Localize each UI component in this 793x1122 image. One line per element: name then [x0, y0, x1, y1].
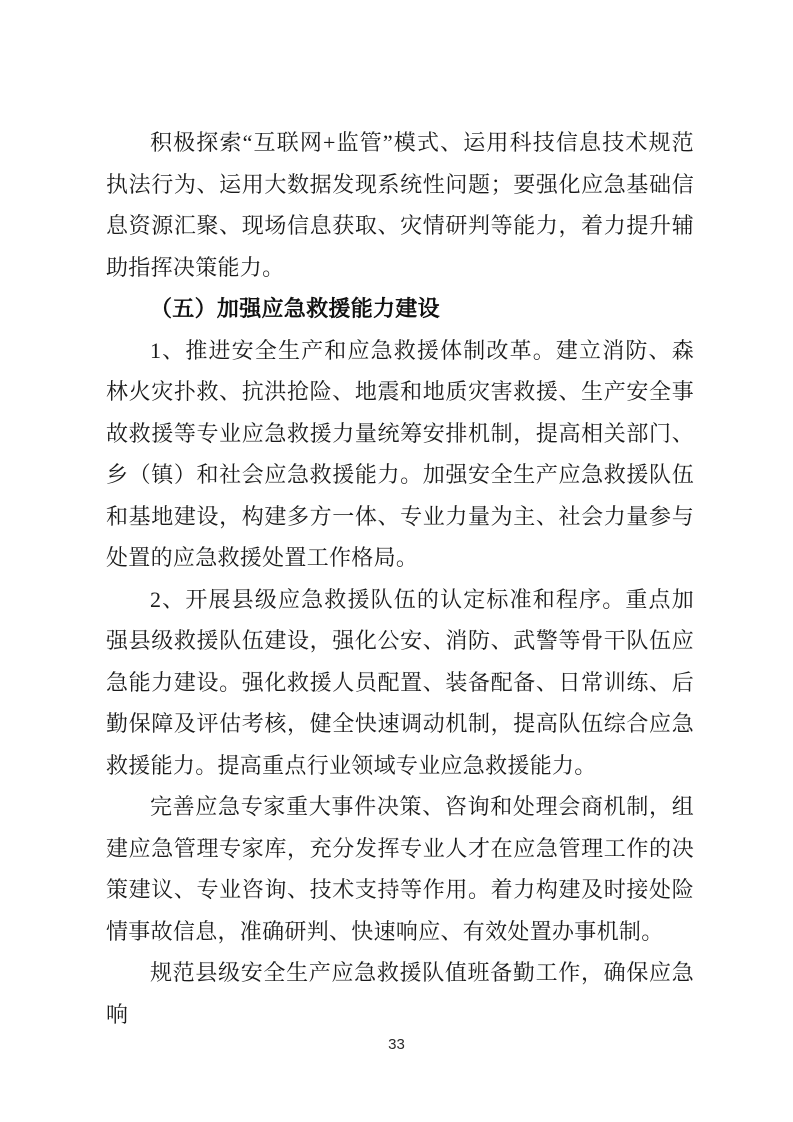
page-number: 33 [388, 1036, 405, 1053]
paragraph-expert-consultation: 完善应急专家重大事件决策、咨询和处理会商机制，组建应急管理专家库，充分发挥专业人才在应急管理工作的决策建议、专业咨询、技术支持等作用。着力构建及时接处险情事故信息，准确研判、快速响应、有效处置办事机制。 [106, 794, 694, 944]
document-body [106, 122, 694, 1035]
paragraph-county-rescue-teams: 2、开展县级应急救援队伍的认定标准和程序。重点加强县级救援队伍建设，强化公安、消防、武警等骨干队伍应急能力建设。强化救援人员配置、装备配备、日常训练、后勤保障及评估考核，健全快速调动机制，提高队伍综合应急救援能力。提高重点行业领域专业应急救援能力。 [106, 586, 694, 778]
paragraph-internet-supervision: 积极探索“互联网+监管”模式、运用科技信息技术规范执法行为、运用大数据发现系统性问题；要强化应急基础信息资源汇聚、现场信息获取、灾情研判等能力，着力提升辅助指挥决策能力。 [106, 130, 694, 280]
paragraph-rescue-system-reform: 1、推进安全生产和应急救援体制改革。建立消防、森林火灾扑救、抗洪抢险、地震和地质灾害救援、生产安全事故救援等专业应急救援力量统筹安排机制，提高相关部门、乡（镇）和社会应急救援能力。加强安全生产应急救援队伍和基地建设，构建多方一体、专业力量为主、社会力量参与处置的应急救援处置工作格局。 [106, 337, 694, 570]
page-footer [0, 1036, 793, 1053]
section-heading: （五）加强应急救援能力建设 [150, 296, 440, 321]
paragraph-duty-standby: 规范县级安全生产应急救援队值班备勤工作，确保应急响 [106, 960, 694, 1027]
